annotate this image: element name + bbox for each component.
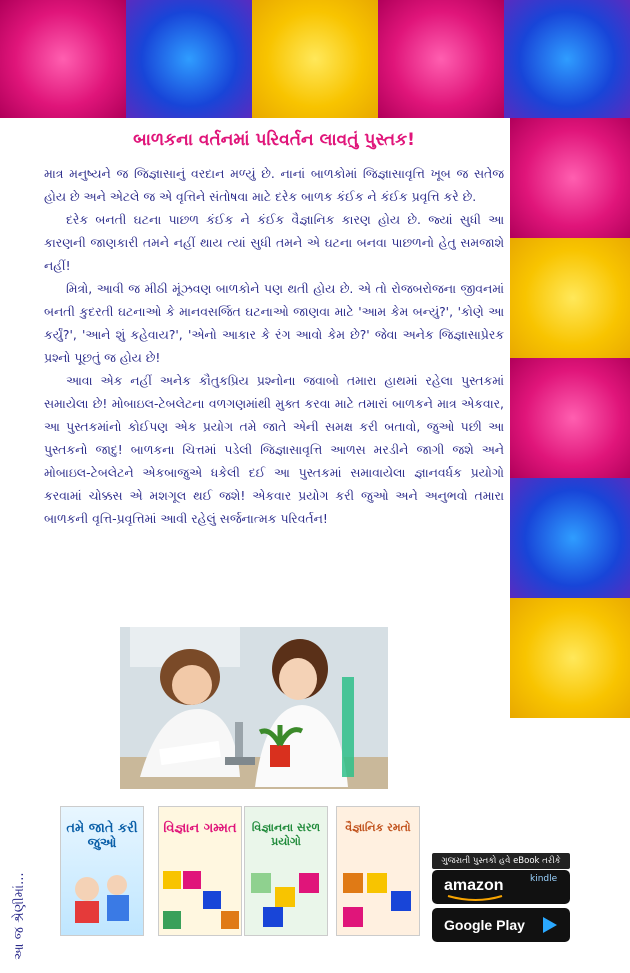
amazon-smile-icon [446,894,506,902]
paragraph: માત્ર મનુષ્યને જ જિજ્ઞાસાનું વરદાન મળ્યું છે. નાનાં બાળકોમાં જિજ્ઞાસાવૃત્તિ ખૂબ જ સતેજ હોય છે અને એટલે જ એ વૃત્તિને સંતોષવા માટે દરેક બાળક કંઈક ને કંઈક પ્રવૃત્તિ કરે છે. [44,166,504,204]
book-title: વિજ્ઞાન ગમ્મત [163,821,237,836]
ebook-label: ગુજરાતી પુસ્તકો હવે eBook તરીકે [432,853,570,869]
amazon-label: amazon [444,877,504,894]
bg-tile [510,358,630,478]
body-text [44,162,504,530]
kindle-label: kindle [530,874,558,884]
page-title: બાળકના વર્તનમાં પરિવર્તન લાવતું પુસ્તક! [133,130,415,150]
kids-experiment-photo [120,627,388,789]
book-illustration [337,867,419,935]
book-cover [244,806,328,936]
paragraph: આવા એક નહીં અનેક કૌતુકપ્રિય પ્રશ્નોના જવાબો તમારા હાથમાં રહેલા પુસ્તકમાં સમાયેલા છે! મોબાઇલ-ટેબલેટના વળગણમાંથી મુક્ત કરવા માટે તમારાં બાળકને માત્ર એકવાર, આ પુસ્તકમાંનો કોઈપણ એક પ્રયોગ તમે જાતે એની સમક્ષ કરી બતાવો, જુઓ પછી આ પુસ્તકનો જાદુ! બાળકના ચિત્તમાં પડેલી જિજ્ઞાસાવૃત્તિ આળસ મરડીને જાગી જશે અને મોબાઇલ-ટેબલેટને એકબાજુએ ધકેલી દઈ આ પુસ્તકમાં સમાવાયેલા જ્ઞાનવર્ધક પ્રયોગો કરવામાં ચોક્કસ એ મશગૂલ થઈ જશે! એકવાર પ્રયોગ કરી જુઓ અને અનુભવો તમારા બાળકની વૃત્તિ-પ્રવૃત્તિમાં આવી રહેલું સર્જનાત્મક પરિવર્તન! [44,373,504,526]
bg-tile [510,478,630,598]
kids-experiment-illustration [120,627,388,789]
book-illustration [67,867,137,927]
bg-tile [378,0,504,118]
bg-tile [126,0,252,118]
book-title: વૈજ્ઞાનિક રમતો [345,821,411,834]
book-title: તમે જાતે કરી જુઓ [66,821,138,851]
book-illustration [245,867,327,935]
series-label: આ જ શ્રેણીમાં... [12,872,27,960]
left-margin [0,118,38,790]
google-play-label: Google Play [444,917,525,933]
play-books-icon [540,915,560,935]
bg-tile [510,238,630,358]
book-cover [336,806,420,936]
bg-tile [0,0,126,118]
book-title: વિજ્ઞાનના સરળ પ્રયોગો [251,821,321,848]
amazon-kindle-button[interactable] [432,870,570,904]
paragraph: દરેક બનતી ઘટના પાછળ કંઈક ને કંઈક વૈજ્ઞાનિક કારણ હોય છે. જ્યાં સુધી આ કારણની જાણકારી તમને નહીં થાય ત્યાં સુધી તમને એ ઘટના બનવા પાછળનો હેતુ સમજાશે નહીં! [44,212,504,273]
google-play-button[interactable] [432,908,570,942]
book-illustration [159,867,241,935]
bg-tile [510,118,630,238]
bg-tile [252,0,378,118]
book-cover [60,806,144,936]
bg-tile [504,0,630,118]
paragraph: મિત્રો, આવી જ મીઠી મૂંઝવણ બાળકોને પણ થતી હોય છે. એ તો રોજબરોજના જીવનમાં બનતી કુદરતી ઘટનાઓ કે માનવસર્જિત ઘટનાઓ જાણવા માટે 'આમ કેમ બન્યું?', 'કોણે આ કર્યું?', 'આને શું કહેવાય?', 'એનો આકાર કે રંગ આવો કેમ છે?' જેવા અનેક જિજ્ઞાસાપ્રેરક પ્રશ્નો પૂછતું જ હોય છે! [44,281,504,365]
bg-tile [510,598,630,718]
book-cover [158,806,242,936]
